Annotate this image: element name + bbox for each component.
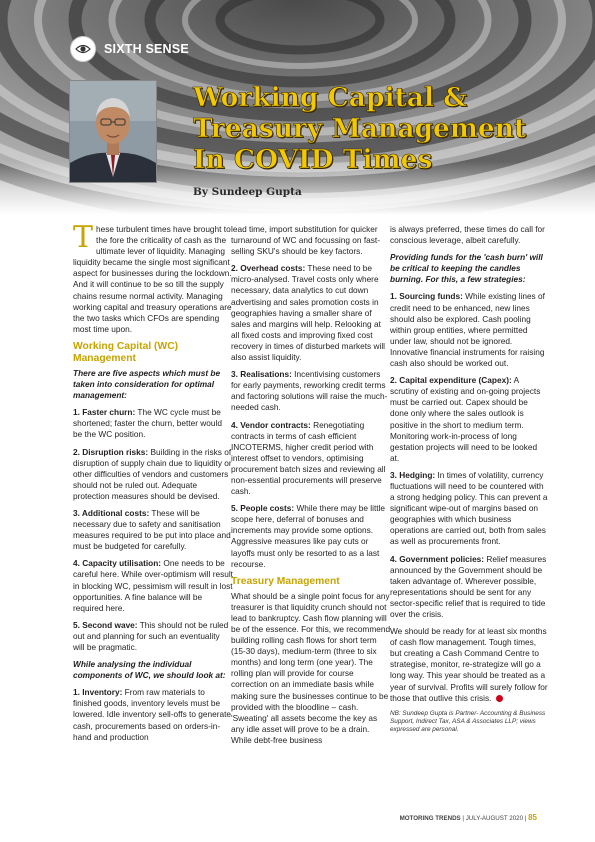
page-footer <box>400 813 537 822</box>
list-item <box>390 375 548 464</box>
item-text: Incentivising customers for early payments, reworking credit terms and factoring solutions will raise the much-needed cash. <box>231 369 388 413</box>
title-line: Treasury Management <box>193 113 527 144</box>
item-title: 1. Inventory: <box>73 687 123 698</box>
lead-text: hese turbulent times have brought to the fore the criticality of cash as the ultimate lever of liquidity. Managing liquidity became the single most significant aspect for businesses during the lockdown. And it will continue to be so till the supply chains resume normal activity. Managing working capital and treasury operations are the two tasks which CFOs are spending most time upon. <box>73 224 232 334</box>
list-item <box>390 291 548 369</box>
drop-cap: T <box>73 220 94 255</box>
item-text: A scrutiny of existing and on-going projects must be carried out. Capex should be done only where the sales outlook is positive in the short to medium term. Monitoring work-in-process of long gestation projects will need to be looked at. <box>390 375 541 463</box>
column-2 <box>231 224 391 752</box>
end-mark-icon <box>496 695 503 702</box>
item-title: 1. Faster churn: <box>73 407 136 418</box>
magazine-name: MOTORING TRENDS <box>399 815 461 822</box>
article-title <box>193 82 553 175</box>
item-title: 3. Realisations: <box>231 369 292 380</box>
list-item <box>73 687 233 742</box>
item-text: This should not be ruled out and planning for such an eventuality will be pragmatic. <box>73 619 229 652</box>
section-label: SIXTH SENSE <box>104 42 189 56</box>
section-heading-treasury: Treasury Management <box>231 575 340 587</box>
list-item <box>231 420 391 498</box>
lead-paragraph <box>73 220 233 335</box>
item-title: 1. Sourcing funds: <box>390 291 463 302</box>
page-number: 85 <box>528 813 537 822</box>
item-title: 5. People costs: <box>231 503 295 514</box>
item-text: Relief measures announced by the Government should be taken advantage of. Wherever possible, representations should be sent for any sector-specific relief that is required to tide over the crisis. <box>390 553 547 619</box>
issue-date: | JULY-AUGUST 2020 | <box>460 815 529 822</box>
column-3 <box>390 224 548 741</box>
body-text: What should be a single point focus for any treasurer is that liquidity crunch should not lead to bankruptcy. Cash flow planning will be of the essence. For this, we recommend building rolling cash flows for short term (15-30 days), medium-term (three to six months) and long term (one year). The rolling plan will provide for course correction on an immediate basis while making sure the businesses continue to be provided with the bloodline – cash. 'Sweating' all assets become the key as any idle asset will prove to be a drain. While debt-free business <box>231 590 391 745</box>
continued-text: is always preferred, these times do call for conscious leverage, albeit carefully. <box>390 224 545 246</box>
closing-paragraph <box>390 626 548 704</box>
item-text: These will be necessary due to safety and sanitisation measures required to be put into place and must be budgeted for carefully. <box>73 507 231 552</box>
author-photo <box>69 80 157 183</box>
list-item <box>390 470 548 548</box>
item-title: 4. Vendor contracts: <box>231 419 311 430</box>
item-text: From raw materials to finished goods, inventory levels must be lowered. Idle inventory sell-offs to generate cash, procurements based on orders-in-hand and production <box>73 687 232 742</box>
list-item <box>231 263 391 363</box>
intro-text: There are five aspects which must be taken into consideration for optimal management: <box>73 367 221 401</box>
item-title: 2. Overhead costs: <box>231 263 306 274</box>
closing-text: We should be ready for at least six months of cash flow management. Tough times, but creating a Cash Command Centre to strategise, monitor, re-strategize will go a long way. This year should be treated as a year of survival. Profits will surely follow for those that outlive this crisis. <box>390 626 548 703</box>
section-heading-wc: Working Capital (WC) Management <box>73 340 179 364</box>
section-tag <box>70 36 189 62</box>
item-title: 3. Additional costs: <box>73 507 150 518</box>
column-1 <box>73 220 233 749</box>
eye-icon <box>70 36 96 62</box>
list-item <box>73 407 233 440</box>
list-item <box>73 447 233 502</box>
item-text: Building in the risks of disruption of supply chain due to liquidity or other difficulties of vendors and customers should not be ruled out. Adequate protection measures should be devised. <box>73 446 232 501</box>
list-item <box>231 369 391 413</box>
item-title: 5. Second wave: <box>73 619 138 630</box>
item-title: 3. Hedging: <box>390 469 436 480</box>
item-text: One needs to be careful here. While over-optimism will result in blocking WC, pessimism will result in lost opportunities. A fine balance will be required here. <box>73 558 233 613</box>
list-item <box>390 554 548 621</box>
item-title: 4. Government policies: <box>390 553 485 564</box>
author-note: NB: Sundeep Gupta is Partner- Accounting & Business Support, Indirect Tax, ASA & Associates LLP; views expressed are personal. <box>390 709 546 734</box>
list-item <box>231 503 391 570</box>
item-text: While there may be little scope here, deferral of bonuses and increments may provide some options. Aggressive measures like pay cuts or layoffs must only be resorted to as a last recourse. <box>231 503 386 569</box>
item-title: 2. Capital expenditure (Capex): <box>390 375 512 386</box>
item-text: These need to be micro-analysed. Travel costs only where necessary, data analytics to cut down advertising and sales promotion costs in geographies having a smaller share of sales and margins will help. Relooking at all fixed costs and improving fixed cost recovery in times of disturbed markets will also assist liquidity. <box>231 263 386 363</box>
continued-text: lead time, import substitution for quicker turnaround of WC and focussing on fast-selling SKU's should be key factors. <box>231 224 380 257</box>
item-title: 2. Disruption risks: <box>73 446 149 457</box>
item-text: Renegotiating contracts in terms of cash efficient INCOTERMS, higher credit period with interest offset to vendors, optimising procurement batch sizes and reviewing all non-essential procurements will preserve cash. <box>231 419 386 497</box>
byline: By Sundeep Gupta <box>193 186 302 198</box>
list-item <box>73 558 233 613</box>
list-item <box>73 620 233 653</box>
item-text: In times of volatility, currency fluctuations will need to be countered with a strong hedging policy. This can prevent a significant wipe-out of margins based on geographies with which business operations are carried out, both from sales as well as procurements front. <box>390 469 548 547</box>
intro-text-2: While analysing the individual components of WC, we should look at: <box>73 659 226 681</box>
intro-text: Providing funds for the 'cash burn' will be critical to keeping the candles burning. For this, a few strategies: <box>390 252 543 285</box>
item-text: The WC cycle must be shortened; faster the churn, better would be the WC position. <box>73 407 222 440</box>
title-line: In COVID Times <box>193 144 433 175</box>
item-title: 4. Capacity utilisation: <box>73 558 162 569</box>
item-text: While existing lines of credit need to be enhanced, new lines should also be explored. Cash pooling within group entities, where permitted under law, should not be ignored. Innovative financial instruments for raising cash also should be worked out. <box>390 291 545 369</box>
list-item <box>73 508 233 552</box>
title-line: Working Capital & <box>193 82 468 113</box>
